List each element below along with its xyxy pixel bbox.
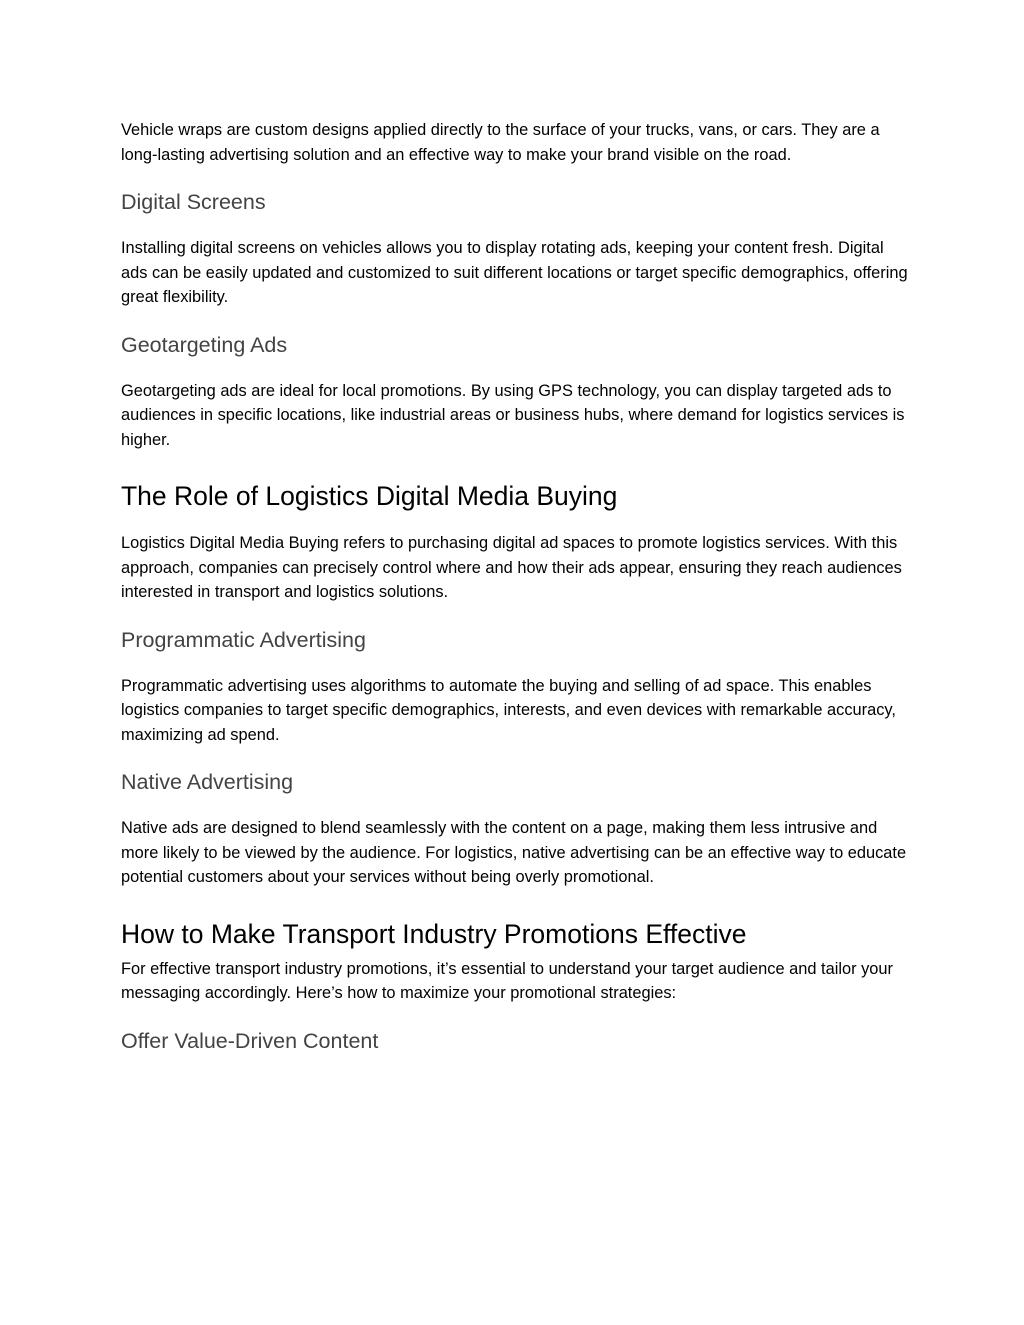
- heading-role-of-digital-media-buying: The Role of Logistics Digital Media Buying: [121, 481, 618, 511]
- heading-native-advertising: Native Advertising: [121, 770, 294, 794]
- paragraph-digital-screens: Installing digital screens on vehicles allows you to display rotating ads, keeping your content fresh. Digital ads can be easily updated and customized to suit different locations or target specific demographics, offering great flexibility.: [121, 239, 908, 306]
- paragraph-programmatic-advertising: Programmatic advertising uses algorithms to automate the buying and selling of ad space. This enables logistics companies to target specific demographics, interests, and even devices with remarkable accuracy, maximizing ad spend.: [121, 676, 896, 744]
- heading-digital-screens: Digital Screens: [121, 190, 266, 214]
- paragraph-native-advertising: Native ads are designed to blend seamlessly with the content on a page, making them less intrusive and more likely to be viewed by the audience. For logistics, native advertising can be an effective way to educate potential customers about your services without being overly promotional.: [121, 819, 907, 886]
- heading-how-to-make-promotions-effective: How to Make Transport Industry Promotions Effective: [121, 918, 747, 949]
- heading-programmatic-advertising: Programmatic Advertising: [121, 627, 366, 652]
- paragraph-role-of-digital-media-buying: Logistics Digital Media Buying refers to purchasing digital ad spaces to promote logistics services. With this approach, companies can precisely control where and how their ads appear, ensuring they reach audiences interested in transport and logistics solutions.: [121, 534, 902, 601]
- heading-offer-value-driven-content: Offer Value-Driven Content: [121, 1028, 379, 1053]
- document-page: [121, 118, 911, 1054]
- paragraph-vehicle-wraps: Vehicle wraps are custom designs applied directly to the surface of your trucks, vans, or cars. They are a long-lasting advertising solution and an effective way to make your brand visible on the road.: [121, 121, 880, 164]
- paragraph-geotargeting-ads: Geotargeting ads are ideal for local promotions. By using GPS technology, you can display targeted ads to audiences in specific locations, like industrial areas or business hubs, where demand for logistics services is higher.: [121, 381, 905, 449]
- paragraph-how-to-make-promotions-effective: For effective transport industry promotions, it’s essential to understand your target audience and tailor your messaging accordingly. Here’s how to maximize your promotional strategies:: [121, 959, 893, 1002]
- heading-geotargeting-ads: Geotargeting Ads: [121, 332, 288, 357]
